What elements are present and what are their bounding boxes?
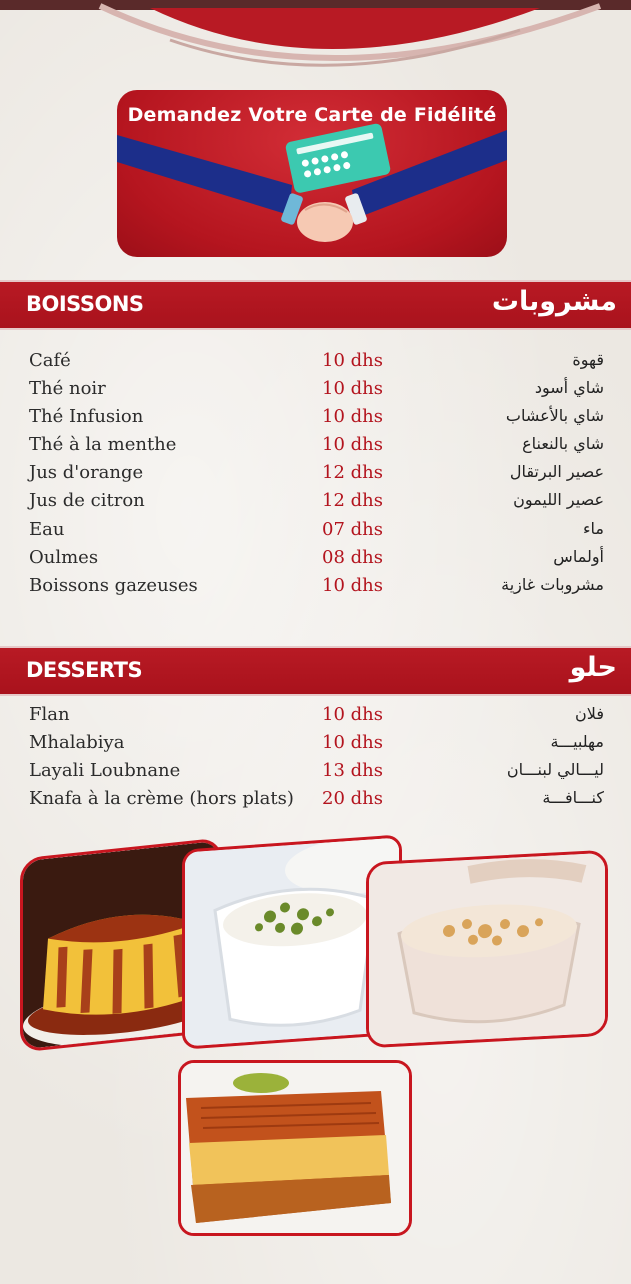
item-name-fr: Jus d'orange	[29, 462, 144, 483]
menu-item	[0, 788, 631, 816]
item-name-ar: ليـــالي لبنـــان	[506, 760, 604, 779]
item-price: 10 dhs	[322, 704, 383, 725]
item-name-fr: Knafa à la crème (hors plats)	[29, 788, 294, 809]
item-price: 10 dhs	[322, 575, 383, 596]
item-name-fr: Jus de citron	[29, 490, 145, 511]
item-name-ar: فلان	[575, 704, 604, 723]
boissons-section-header	[0, 280, 631, 330]
menu-item	[0, 434, 631, 462]
item-name-fr: Mhalabiya	[29, 732, 125, 753]
item-price: 10 dhs	[322, 732, 383, 753]
boissons-title-fr: BOISSONS	[26, 292, 144, 316]
item-name-ar: مشروبات غازية	[501, 575, 604, 594]
menu-item	[0, 519, 631, 547]
item-name-ar: شاي أسود	[534, 378, 604, 397]
item-price: 10 dhs	[322, 350, 383, 371]
menu-item	[0, 350, 631, 378]
menu-item	[0, 378, 631, 406]
menu-item	[0, 490, 631, 518]
menu-item	[0, 406, 631, 434]
fidelity-card-banner	[117, 90, 507, 257]
item-price: 20 dhs	[322, 788, 383, 809]
item-name-fr: Thé noir	[29, 378, 106, 399]
item-name-fr: Café	[29, 350, 71, 371]
item-name-ar: قهوة	[572, 350, 604, 369]
item-name-ar: كنـــافـــة	[542, 788, 604, 807]
desserts-section-header	[0, 646, 631, 696]
boissons-title-ar: مشروبات	[491, 286, 617, 317]
item-name-ar: عصير البرتقال	[509, 462, 604, 481]
item-name-ar: مهلبيـــة	[550, 732, 604, 751]
knafa-photo	[178, 1060, 412, 1236]
fidelity-banner-title: Demandez Votre Carte de Fidélité	[127, 104, 497, 126]
menu-item	[0, 704, 631, 732]
item-price: 08 dhs	[322, 547, 383, 568]
item-name-fr: Oulmes	[29, 547, 99, 568]
desserts-title-ar: حلو	[569, 652, 617, 683]
item-name-ar: شاي بالأعشاب	[505, 406, 604, 425]
item-name-ar: عصير الليمون	[513, 490, 604, 509]
desserts-title-fr: DESSERTS	[26, 658, 143, 682]
item-price: 07 dhs	[322, 519, 383, 540]
item-name-ar: أولماس	[553, 547, 604, 566]
item-name-ar: ماء	[583, 519, 604, 538]
item-name-fr: Thé Infusion	[29, 406, 144, 427]
layali-loubnane-photo	[366, 850, 608, 1049]
item-price: 12 dhs	[322, 462, 383, 483]
menu-item	[0, 575, 631, 603]
item-name-fr: Flan	[29, 704, 70, 725]
item-name-fr: Boissons gazeuses	[29, 575, 198, 596]
item-name-fr: Thé à la menthe	[29, 434, 177, 455]
item-name-fr: Eau	[29, 519, 65, 540]
item-price: 13 dhs	[322, 760, 383, 781]
item-price: 10 dhs	[322, 378, 383, 399]
menu-item	[0, 732, 631, 760]
item-price: 10 dhs	[322, 434, 383, 455]
item-price: 12 dhs	[322, 490, 383, 511]
item-price: 10 dhs	[322, 406, 383, 427]
menu-item	[0, 462, 631, 490]
item-name-ar: شاي بالنعناع	[522, 434, 604, 453]
menu-item	[0, 547, 631, 575]
menu-item	[0, 760, 631, 788]
item-name-fr: Layali Loubnane	[29, 760, 181, 781]
